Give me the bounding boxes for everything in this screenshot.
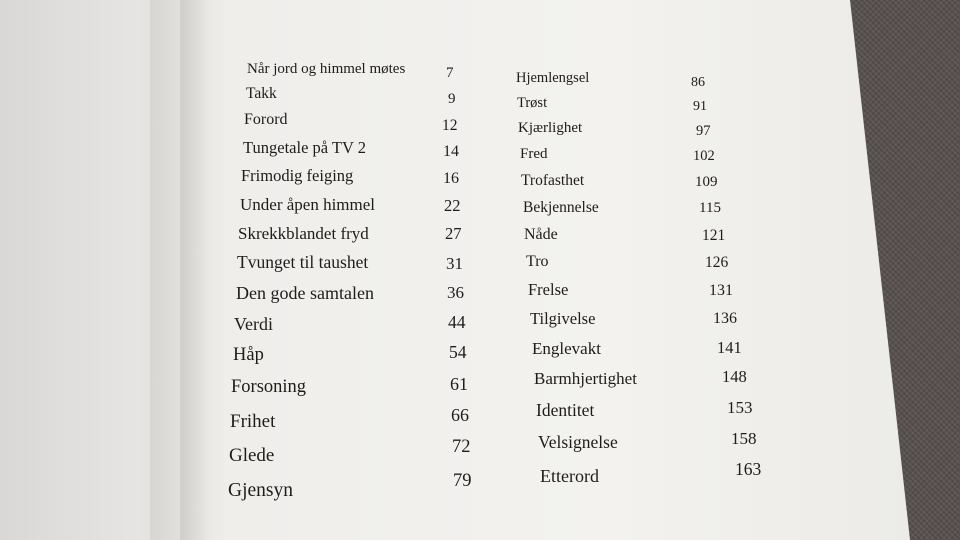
- toc-page-number: 102: [693, 148, 715, 164]
- toc-page-number: 16: [443, 170, 459, 187]
- toc-title: Barmhjertighet: [534, 369, 637, 388]
- toc-page-number: 61: [450, 374, 468, 394]
- toc-page-number: 14: [443, 143, 459, 160]
- toc-title: Bekjennelse: [523, 199, 599, 216]
- toc-title: Velsignelse: [538, 432, 618, 452]
- toc-title: Tvunget til taushet: [237, 252, 369, 272]
- toc-title: Takk: [246, 85, 277, 102]
- toc-page-number: 12: [442, 117, 458, 134]
- toc-page-number: 36: [447, 283, 464, 302]
- toc-title: Englevakt: [532, 339, 601, 358]
- toc-title: Fred: [520, 146, 548, 162]
- toc-title: Tilgivelse: [530, 309, 596, 328]
- toc-page-number: 163: [735, 459, 762, 479]
- toc-page-number: 54: [449, 342, 467, 362]
- toc-title: Frimodig feiging: [241, 166, 354, 185]
- toc-page-number: 86: [691, 75, 705, 90]
- toc-title: Håp: [233, 345, 264, 365]
- toc-page-number: 158: [731, 429, 757, 448]
- toc-page-number: 109: [695, 174, 718, 190]
- toc-title: Forsoning: [231, 377, 307, 397]
- toc-title: Identitet: [536, 400, 595, 420]
- toc-title: Gjensyn: [228, 480, 293, 501]
- toc-title: Skrekkblandet fryd: [238, 224, 369, 243]
- toc-title: Frihet: [230, 411, 276, 432]
- toc-page-number: 72: [452, 437, 471, 457]
- toc-title: Under åpen himmel: [240, 195, 376, 214]
- toc-title: Glede: [229, 445, 275, 466]
- toc-page-number: 136: [713, 310, 737, 327]
- toc-page-number: 91: [693, 99, 707, 114]
- toc-page-number: 126: [705, 254, 729, 271]
- toc-title: Når jord og himmel møtes: [247, 61, 406, 77]
- toc-page-number: 66: [451, 405, 469, 425]
- toc-title: Etterord: [540, 466, 599, 486]
- toc-title: Frelse: [528, 280, 569, 299]
- toc-page-number: 148: [722, 367, 747, 386]
- toc-title: Trofasthet: [521, 172, 585, 189]
- toc-page-number: 9: [448, 91, 456, 107]
- toc-title: Den gode samtalen: [236, 283, 374, 303]
- toc-title: Tungetale på TV 2: [243, 138, 366, 157]
- toc-page-number: 131: [709, 282, 733, 299]
- toc-title: Kjærlighet: [518, 120, 583, 136]
- toc-title: Nåde: [524, 226, 558, 243]
- toc-page-number: 141: [717, 338, 742, 357]
- toc-page-number: 115: [699, 200, 721, 216]
- toc-title: Hjemlengsel: [516, 70, 590, 86]
- toc-page-number: 153: [727, 398, 753, 417]
- toc-page-number: 31: [446, 254, 463, 273]
- toc-page-number: 44: [448, 312, 466, 332]
- toc-page-number: 22: [444, 196, 461, 215]
- toc-title: Forord: [244, 111, 288, 128]
- toc-page-number: 27: [445, 224, 462, 243]
- toc-page-number: 79: [453, 471, 472, 491]
- toc-title: Trøst: [517, 95, 548, 111]
- toc-page-number: 7: [446, 65, 454, 81]
- toc-title: Tro: [526, 253, 549, 270]
- toc-title: Verdi: [234, 314, 273, 334]
- toc-page-number: 97: [696, 123, 711, 139]
- toc-page-number: 121: [702, 227, 726, 244]
